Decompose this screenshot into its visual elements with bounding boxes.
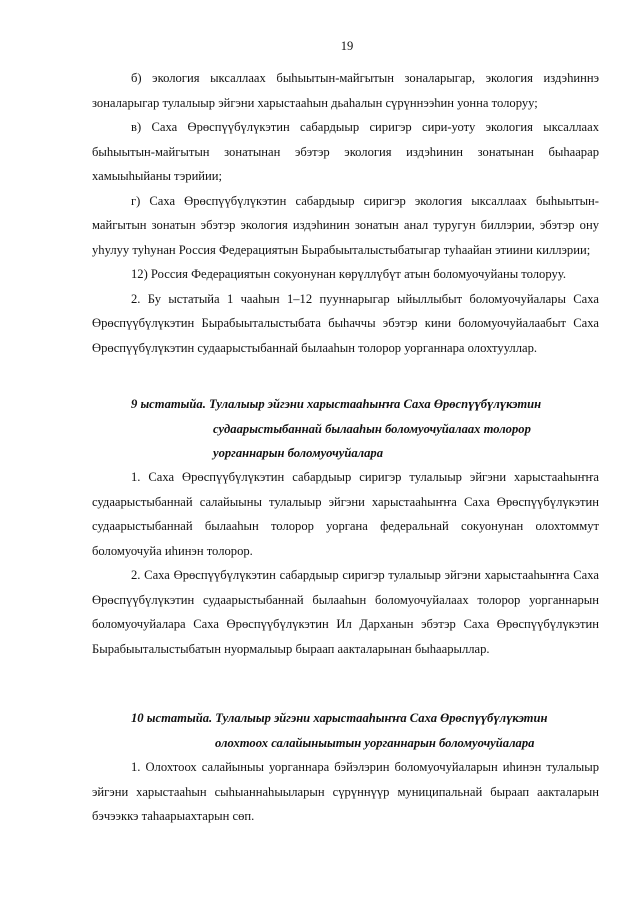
heading-line: судаарыстыбаннай былааһын боломуочуйалаах толорор bbox=[213, 421, 531, 436]
article-10-heading bbox=[131, 706, 547, 755]
article-10-body bbox=[92, 755, 599, 829]
paragraph: 2. Бу ыстатыйа 1 чааһын 1–12 пууннарыгар ыйыллыбыт боломуочуйалары Саха Өрөспүүбүлүкэтин Бырабыыталыстыбата быһаччы эбэтэр кини боломуочуйалаабыт Саха Өрөспүүбүлүкэтин судаарыстыбаннай былааһын толорор уорганнара олохтууллар. bbox=[92, 291, 599, 355]
heading-line: 9 ыстатыйа. Тулалыыр эйгэни харыстааһыҥҥа Саха Өрөспүүбүлүкэтин bbox=[131, 397, 542, 411]
paragraph: 1. Саха Өрөспүүбүлүкэтин сабардыыр сиригэр тулалыыр эйгэни харыстааһыҥҥа судаарыстыбаннай салайыыны тулалыыр эйгэни харыстааһыҥҥа Саха Өрөспүүбүлүкэтин судаарыстыбаннай былааһын толорор уоргана федеральнай сокуонунан олохтоммут боломуочуйа иһинэн толорор. bbox=[92, 470, 599, 558]
paragraph: 1. Олохтоох салайыныы уорганнара бэйэлэрин боломуочуйаларын иһинэн тулалыыр эйгэни харыстааһын сыһыаннаһыыларын сүрүннүүр муниципальнай быраап аакталарын бэчээккэ таһаарыахтарын сөп. bbox=[92, 760, 599, 823]
paragraph: г) Саха Өрөспүүбүлүкэтин сабардыыр сиригэр экология ыксаллаах быһыытын-майгытын зонатын эбэтэр экология издэһинин зонатын анал туругун биллэрии, эбэтэр ону уһулуу туһунан Россия Федерациятын Бырабыыталыстыбатыгар туһаайан этиини киллэрии; bbox=[92, 193, 599, 257]
article-9-heading bbox=[131, 392, 541, 466]
article-8-continuation bbox=[92, 66, 599, 360]
paragraph: 12) Россия Федерациятын сокуонунан көрүллүбүт атын боломуочуйаны толоруу. bbox=[131, 267, 566, 281]
page-number: 19 bbox=[340, 39, 354, 53]
heading-line: олохтоох салайыныытын уорганнарын боломуочуйалара bbox=[215, 735, 535, 750]
heading-line: 10 ыстатыйа. Тулалыыр эйгэни харыстааһыҥҥа Саха Өрөспүүбүлүкэтин bbox=[131, 711, 548, 725]
paragraph: 2. Саха Өрөспүүбүлүкэтин сабардыыр сиригэр тулалыыр эйгэни харыстааһыҥҥа Саха Өрөспүүбүлүкэтин судаарыстыбаннай былааһын боломуочуйалаах толорор уорганнарын боломуочуйалара Саха Өрөспүүбүлүкэтин Ил Дарханын эбэтэр Саха Өрөспүүбүлүкэтин Бырабыыталыстыбатын нуормалыыр быраап аакталарынан быһаарыллар. bbox=[92, 568, 599, 656]
heading-line: уорганнарын боломуочуйалара bbox=[213, 446, 384, 460]
paragraph: б) экология ыксаллаах быһыытын-майгытын зоналарыгар, экология издэһиннэ зоналарыгар тулалыыр эйгэни харыстааһын дьаһалын сүрүннээһин уонна толоруу; bbox=[92, 71, 599, 110]
article-9-body bbox=[92, 465, 599, 661]
paragraph: в) Саха Өрөспүүбүлүкэтин сабардыыр сиригэр сири-уоту экология ыксаллаах быһыытын-майгытын зонатынан эбэтэр экология издэһинин зонатынан быһаарар хамыыһыйаны тэрийии; bbox=[92, 120, 599, 183]
